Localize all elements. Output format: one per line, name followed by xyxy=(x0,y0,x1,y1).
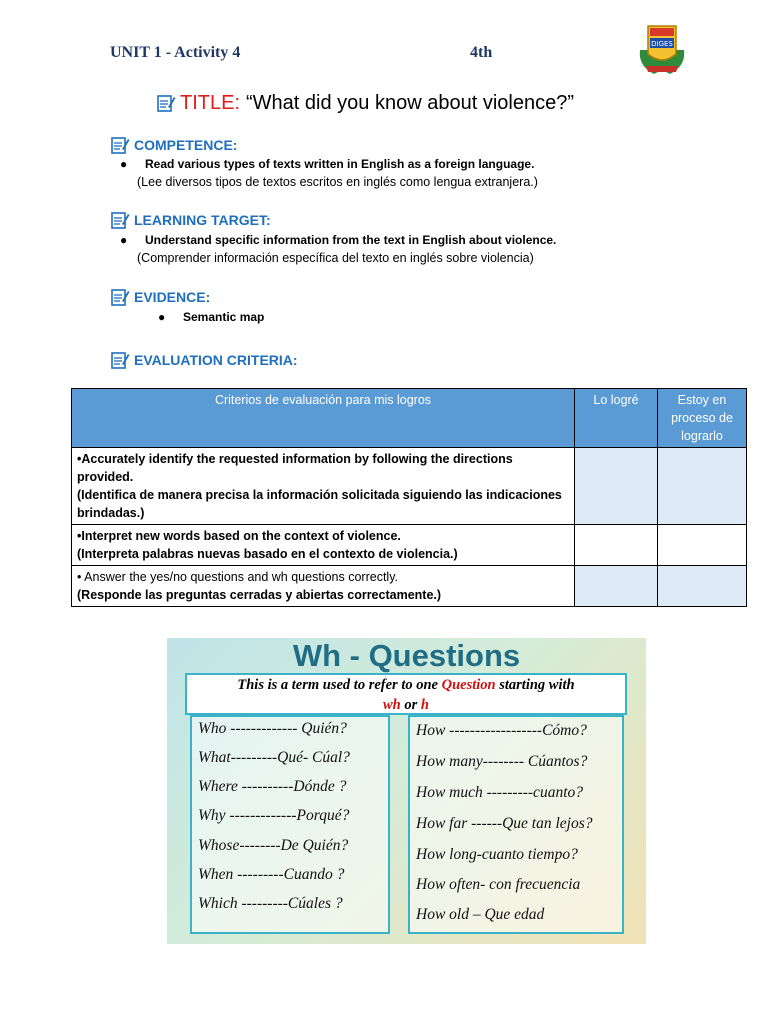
criteria-es: (Interpreta palabras nuevas basado en el contexto de violencia.) xyxy=(77,547,458,561)
school-crest-icon xyxy=(636,20,688,78)
list-item: How old – Que edad xyxy=(416,906,545,923)
list-item: Why -------------Porqué? xyxy=(198,807,350,824)
wh-intro-wh: wh xyxy=(383,697,401,713)
notepad-icon xyxy=(110,350,130,370)
list-item: When ---------Cuando ? xyxy=(198,866,345,883)
list-item: Which ---------Cúales ? xyxy=(198,895,343,912)
criteria-en: •Accurately identify the requested information by following the directions provided. xyxy=(77,452,513,484)
list-item: How much ---------cuanto? xyxy=(416,784,583,801)
wh-title: Wh - Questions xyxy=(292,638,521,673)
evidence-label: EVIDENCE: xyxy=(134,289,211,305)
competence-translation: (Lee diversos tipos de textos escritos en inglés como lengua extranjera.) xyxy=(137,175,538,189)
list-item: Where ----------Dónde ? xyxy=(198,778,347,795)
list-item: How many-------- Cúantos? xyxy=(416,753,588,770)
notepad-icon xyxy=(110,287,130,307)
wh-questions-image xyxy=(167,638,646,944)
table-header-row xyxy=(72,389,747,448)
title-label: TITLE: xyxy=(180,91,241,114)
checkbox-cell[interactable] xyxy=(575,566,658,607)
evaluation-label: EVALUATION CRITERIA: xyxy=(134,352,298,368)
evidence-heading xyxy=(110,287,210,307)
competence-label: COMPETENCE: xyxy=(134,137,238,153)
wh-intro-b: starting with xyxy=(495,677,575,693)
bullet-icon: ● xyxy=(120,233,128,247)
table-row xyxy=(72,525,747,566)
evidence-text: Semantic map xyxy=(183,310,265,324)
title-row xyxy=(156,89,574,117)
checkbox-cell[interactable] xyxy=(575,448,658,525)
wh-intro-or: or xyxy=(400,697,421,713)
criteria-en: •Interpret new words based on the context of violence. xyxy=(77,529,401,543)
bullet-icon: ● xyxy=(120,157,128,171)
learning-target-label: LEARNING TARGET: xyxy=(134,212,271,228)
competence-heading xyxy=(110,135,237,155)
criteria-cell xyxy=(72,525,575,566)
list-item: What---------Qué- Cúal? xyxy=(198,749,350,766)
crest-text: DIGES xyxy=(651,40,673,48)
criteria-cell xyxy=(72,448,575,525)
grade-label: 4th xyxy=(470,44,493,61)
notepad-icon xyxy=(110,135,130,155)
wh-intro-box xyxy=(185,673,627,715)
table-header: Lo logré xyxy=(575,389,658,448)
wh-intro-a: This is a term used to refer to one xyxy=(237,677,442,693)
unit-activity-label: UNIT 1 - Activity 4 xyxy=(110,44,241,61)
wh-right-list xyxy=(408,715,624,934)
title-text: “What did you know about violence?” xyxy=(246,91,574,114)
list-item: Whose--------De Quién? xyxy=(198,837,349,854)
table-row xyxy=(72,566,747,607)
wh-left-list xyxy=(190,715,390,934)
wh-intro-h: h xyxy=(420,697,429,713)
criteria-cell xyxy=(72,566,575,607)
list-item: How often- con frecuencia xyxy=(416,876,581,893)
criteria-en: • Answer the yes/no questions and wh questions correctly. xyxy=(77,570,398,584)
list-item: How long-cuanto tiempo? xyxy=(416,846,578,863)
learning-target-text: Understand specific information from the text in English about violence. xyxy=(145,233,557,247)
notepad-icon xyxy=(156,93,176,113)
list-item: How far ------Que tan lejos? xyxy=(416,815,593,832)
learning-target-translation: (Comprender información específica del texto en inglés sobre violencia) xyxy=(137,251,534,265)
notepad-icon xyxy=(110,210,130,230)
checkbox-cell[interactable] xyxy=(658,448,747,525)
evaluation-table xyxy=(71,388,747,607)
evaluation-heading xyxy=(110,350,298,370)
table-header: Estoy en proceso de lograrlo xyxy=(658,389,747,448)
list-item: Who ------------- Quién? xyxy=(198,720,347,737)
criteria-es: (Responde las preguntas cerradas y abiertas correctamente.) xyxy=(77,588,442,602)
criteria-es: (Identifica de manera precisa la información solicitada siguiendo las indicaciones brindadas.) xyxy=(77,488,562,520)
competence-text: Read various types of texts written in English as a foreign language. xyxy=(145,157,535,171)
checkbox-cell[interactable] xyxy=(658,525,747,566)
list-item: How ------------------Cómo? xyxy=(416,722,587,739)
table-row xyxy=(72,448,747,525)
checkbox-cell[interactable] xyxy=(658,566,747,607)
wh-intro-question: Question xyxy=(441,677,496,693)
learning-target-heading xyxy=(110,210,271,230)
table-header: Criterios de evaluación para mis logros xyxy=(72,389,575,448)
bullet-icon: ● xyxy=(158,310,166,324)
checkbox-cell[interactable] xyxy=(575,525,658,566)
